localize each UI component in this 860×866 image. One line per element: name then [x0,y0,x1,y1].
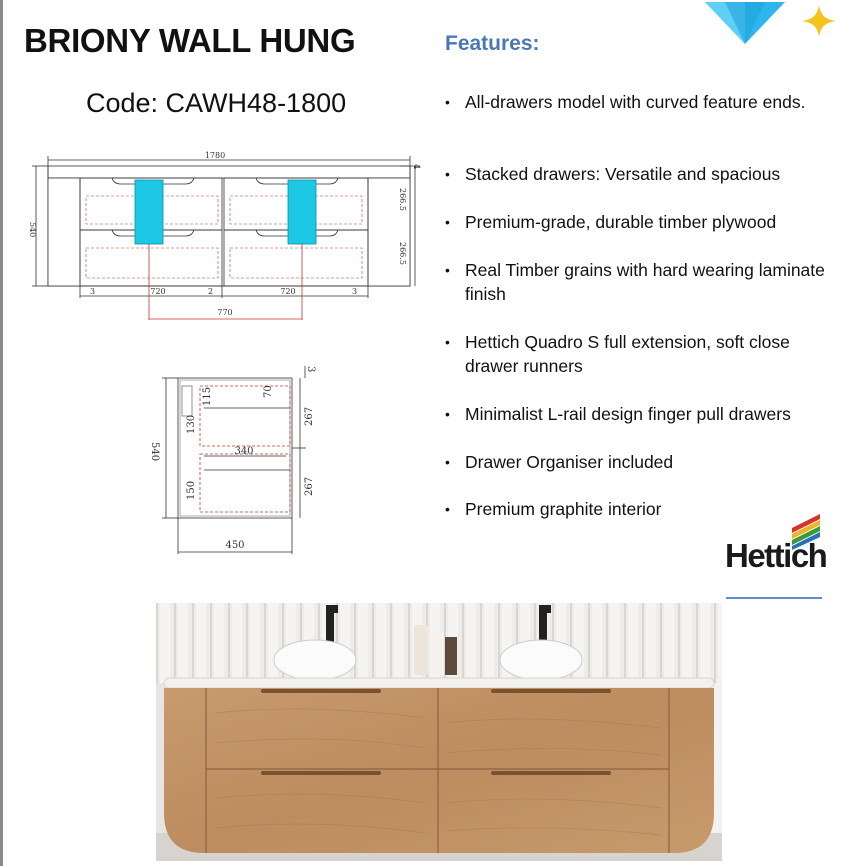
feature-text: Hettich Quadro S full extension, soft close drawer runners [465,332,790,376]
feature-text: Minimalist L-rail design finger pull drawers [465,404,791,424]
side-dim-top-offset: 3 [305,366,316,373]
feature-item-curved-ends [445,90,845,114]
feature-item-plywood [445,210,845,234]
side-dim-top-rail: 70 [263,385,274,398]
bullet-icon: • [445,501,450,517]
dim-drawer-height-top: 266.5 [398,188,407,211]
front-elevation-drawing [20,150,430,330]
feature-item-finger-pull [445,402,845,426]
dim-tap-centres: 770 [217,308,233,317]
dim-drawer-height-bottom: 266.5 [398,242,407,265]
product-code: Code: CAWH48-1800 [86,88,347,118]
dim-center-gap: 2 [208,287,214,296]
side-dim-internal-depth: 340 [234,446,254,457]
feature-text: Drawer Organiser included [465,452,674,472]
feature-item-runners [445,330,845,378]
dim-end-gap-right: 3 [352,287,358,296]
dim-drawer-width-right: 720 [280,287,296,296]
side-dim-height: 540 [149,442,160,462]
bullet-icon: • [445,166,450,182]
side-dim-top-drawer-depth: 115 [202,386,213,406]
dim-end-gap-left: 3 [90,287,96,296]
bullet-icon: • [445,214,450,230]
feature-text: Real Timber grains with hard wearing laminate finish [465,260,825,304]
dim-top-offset: 4 [412,164,421,170]
features-heading: Features: [445,32,540,55]
feature-item-timber-grains [445,258,845,306]
feature-text: All-drawers model with curved feature ends. [465,92,806,112]
dim-drawer-width-left: 720 [150,287,166,296]
bullet-icon: • [445,406,450,422]
side-dim-upper-drawer-height: 267 [304,406,315,426]
side-dim-lower-internal: 150 [186,480,197,500]
side-dim-lower-drawer-height: 267 [304,476,315,496]
diamond-icon [705,2,785,44]
bullet-icon: • [445,334,450,350]
side-section-drawing [140,358,330,558]
product-photo [156,603,722,861]
sparkle-icon [802,5,836,37]
dim-overall-width: 1780 [204,151,226,160]
page-left-border [0,0,3,866]
dim-height: 540 [28,222,37,238]
bullet-icon: • [445,262,450,278]
divider [726,597,822,599]
hettich-logo-text: Hettich [725,537,827,574]
feature-item-organiser [445,450,845,474]
feature-item-stacked-drawers [445,162,845,186]
feature-text: Premium graphite interior [465,499,662,519]
feature-text: Stacked drawers: Versatile and spacious [465,164,781,184]
bullet-icon: • [445,94,450,110]
product-title: BRIONY WALL HUNG [24,22,356,59]
side-dim-overall-depth: 450 [225,540,245,551]
feature-text: Premium-grade, durable timber plywood [465,212,777,232]
side-dim-upper-internal: 130 [186,414,197,434]
bullet-icon: • [445,454,450,470]
